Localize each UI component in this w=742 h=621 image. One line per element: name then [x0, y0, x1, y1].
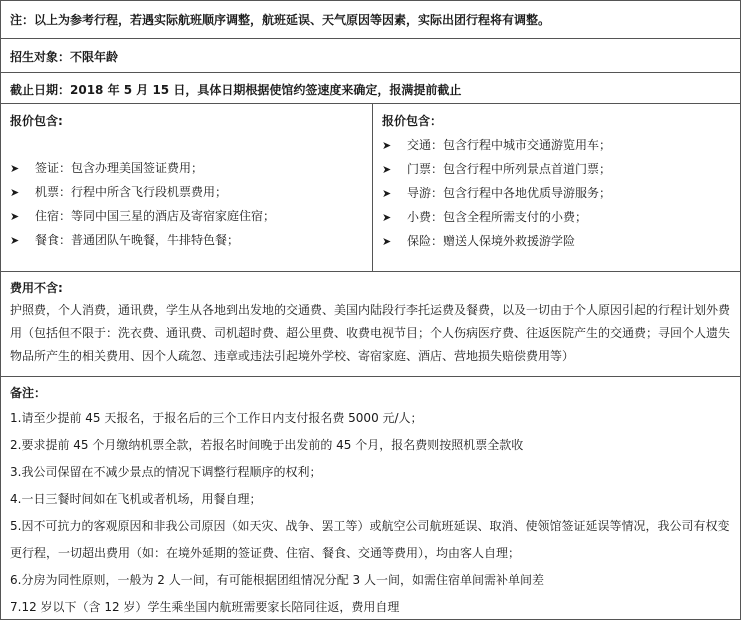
remark-line: 4.一日三餐时间如在飞机或者机场，用餐自理；: [10, 492, 262, 506]
notice-text: 注：以上为参考行程，若遇实际航班顺序调整，航班延误、天气原因等因素，实际出团行程将有调整。: [10, 13, 551, 27]
deadline-row: [1, 73, 740, 104]
remark-line: 1.请至少提前 45 天报名，于报名后的三个工作日内支付报名费 5000 元/人；: [10, 411, 423, 425]
list-item: ➤ 小费：包含全程所需支付的小费；: [382, 210, 588, 224]
list-item: ➤ 保险：赠送人保境外救援游学险: [382, 234, 576, 248]
arrow-bullet-icon: ➤: [382, 235, 392, 248]
arrow-bullet-icon: ➤: [10, 186, 20, 199]
arrow-bullet-icon: ➤: [10, 162, 20, 175]
list-item: ➤ 住宿：等同中国三星的酒店及寄宿家庭住宿；: [10, 209, 276, 223]
includes-left-column: [1, 104, 373, 271]
arrow-bullet-icon: ➤: [10, 210, 20, 223]
arrow-bullet-icon: ➤: [10, 234, 20, 247]
excludes-line: 护照费，个人消费，通讯费，学生从各地到出发地的交通费、美国内陆段行李托运费及餐费，以及一切由于个人原因引起的行程计划外费: [10, 303, 731, 317]
enroll-text: 招生对象：不限年龄: [10, 50, 119, 64]
arrow-bullet-icon: ➤: [382, 139, 392, 152]
remarks-heading: 备注：: [10, 386, 47, 400]
excludes-body: [10, 299, 734, 368]
includes-row: [1, 104, 740, 272]
includes-right-column: [373, 104, 740, 271]
deadline-text: 截止日期：2018 年 5 月 15 日，具体日期根据使馆约签速度来确定，报满提前截止: [10, 83, 462, 97]
remark-line: 3.我公司保留在不减少景点的情况下调整行程顺序的权利；: [10, 465, 322, 479]
includes-left-heading: 报价包含:: [10, 114, 63, 128]
remark-line: 2.要求提前 45 个月缴纳机票全款，若报名时间晚于出发前的 45 个月，报名费则按照机票全款收: [10, 438, 524, 452]
list-item: ➤ 餐食：普通团队午晚餐，牛排特色餐；: [10, 233, 240, 247]
remark-line: 更行程，一切超出费用（如：在境外延期的签证费、住宿、餐食、交通等费用），均由客人自理；: [10, 546, 521, 560]
list-item: ➤ 门票：包含行程中所列景点首道门票；: [382, 162, 612, 176]
list-item: ➤ 签证：包含办理美国签证费用；: [10, 161, 204, 175]
enroll-row: [1, 39, 740, 73]
remark-line: 5.因不可抗力的客观原因和非我公司原因（如天灾、战争、罢工等）或航空公司航班延误、取消、使领馆签证延误等情况，我公司有权变: [10, 519, 730, 533]
remark-line: 6.分房为同性原则，一般为 2 人一间，有可能根据团组情况分配 3 人一间，如需住宿单间需补单间差: [10, 573, 544, 587]
excludes-line: 物品所产生的相关费用、因个人疏忽、违章或违法引起境外学校、寄宿家庭、酒店、营地损失赔偿费用等）: [10, 349, 575, 363]
arrow-bullet-icon: ➤: [382, 187, 392, 200]
remarks-body: [10, 405, 734, 621]
arrow-bullet-icon: ➤: [382, 163, 392, 176]
remarks-row: [1, 377, 740, 620]
list-item: ➤ 导游：包含行程中各地优质导游服务；: [382, 186, 612, 200]
includes-right-heading: 报价包含：: [382, 114, 443, 128]
notice-row: [1, 1, 740, 39]
excludes-heading: 费用不含:: [10, 281, 63, 295]
list-item: ➤ 机票：行程中所含飞行段机票费用；: [10, 185, 228, 199]
excludes-line: 用（包括但不限于：洗衣费、通讯费、司机超时费、超公里费、收费电视节目；个人伤病医疗费、往返医院产生的交通费；寻回个人遗失: [10, 326, 731, 340]
excludes-row: [1, 272, 740, 377]
remark-line: 7.12 岁以下（含 12 岁）学生乘坐国内航班需要家长陪同往返，费用自理: [10, 600, 400, 614]
list-item: ➤ 交通：包含行程中城市交通游览用车；: [382, 138, 612, 152]
arrow-bullet-icon: ➤: [382, 211, 392, 224]
